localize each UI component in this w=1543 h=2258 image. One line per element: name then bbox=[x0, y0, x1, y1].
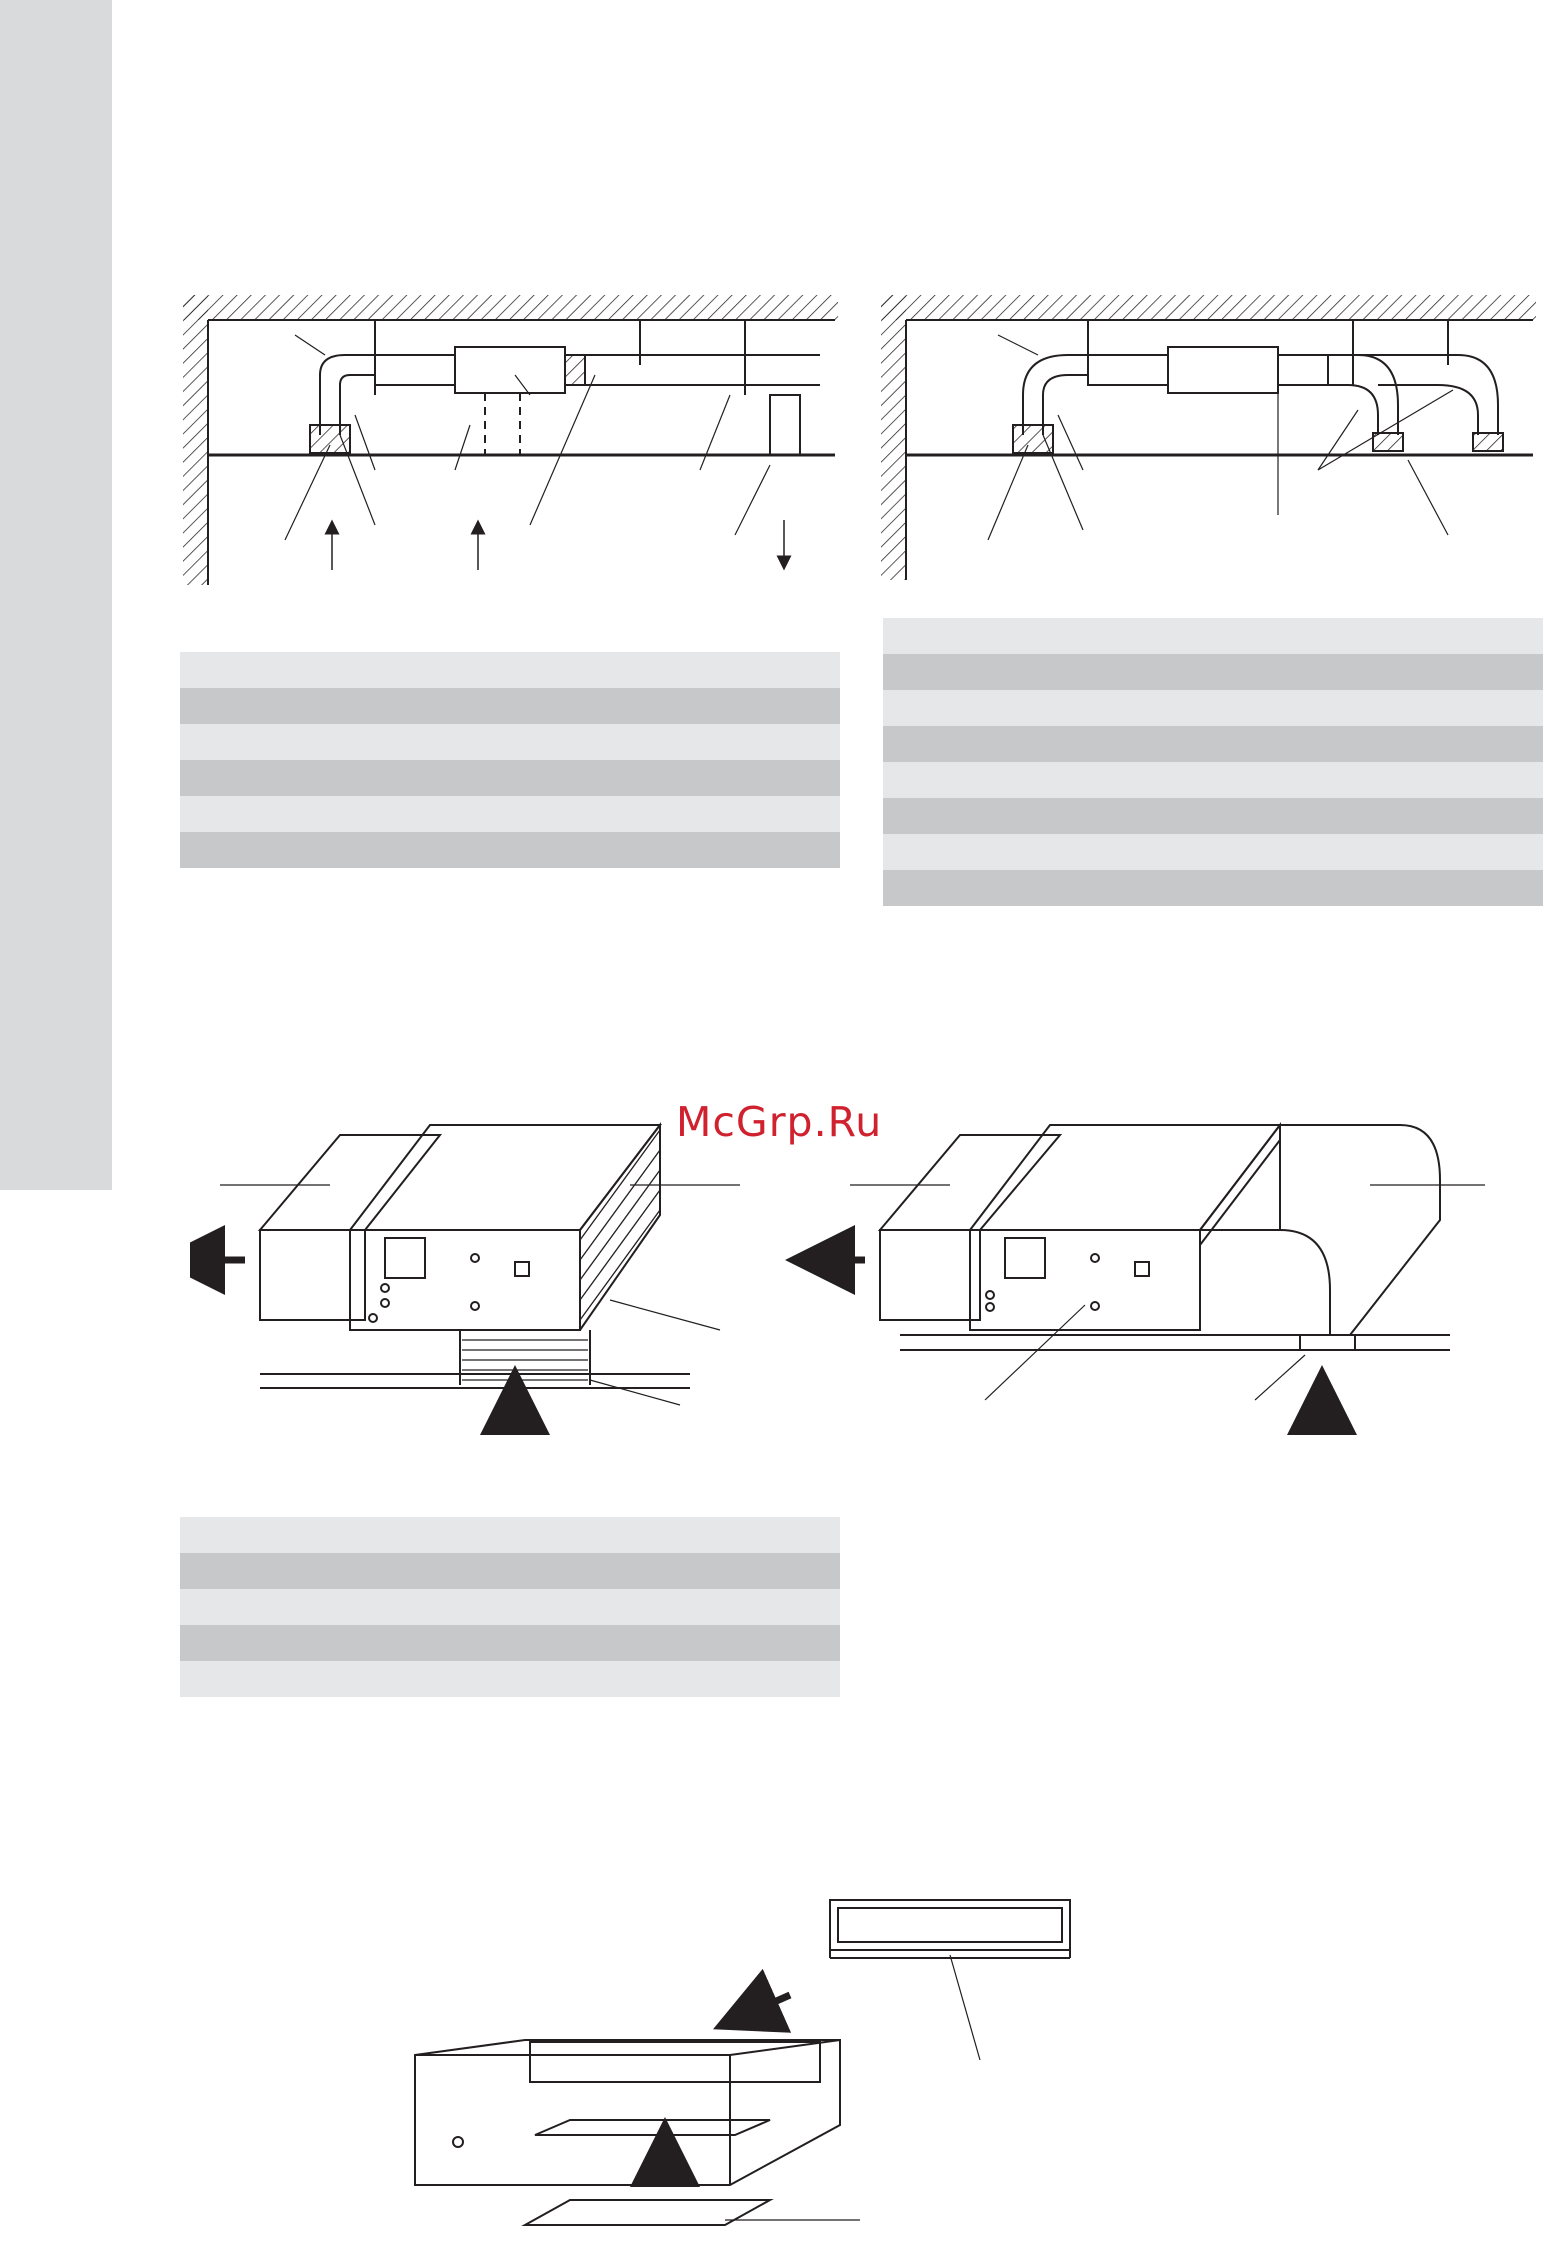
duct-diagram-straight bbox=[180, 295, 840, 595]
side-band bbox=[0, 0, 112, 1190]
table-row bbox=[180, 832, 840, 868]
table-row bbox=[180, 724, 840, 760]
table-row bbox=[883, 726, 1543, 762]
table-row bbox=[883, 870, 1543, 906]
table-row bbox=[180, 1553, 840, 1589]
unit-diagram-bottom-intake bbox=[190, 1110, 740, 1450]
watermark: McGrp.Ru bbox=[676, 1098, 883, 1146]
table-row bbox=[883, 618, 1543, 654]
table-2 bbox=[883, 618, 1543, 906]
table-row bbox=[883, 798, 1543, 834]
table-row bbox=[883, 834, 1543, 870]
table-3 bbox=[180, 1517, 840, 1697]
filter-diagram bbox=[400, 1880, 1100, 2250]
table-row bbox=[883, 690, 1543, 726]
table-row bbox=[180, 1625, 840, 1661]
unit-diagram-rear-intake bbox=[780, 1110, 1500, 1450]
table-row bbox=[180, 1517, 840, 1553]
table-row bbox=[180, 760, 840, 796]
table-row bbox=[180, 652, 840, 688]
table-1 bbox=[180, 652, 840, 868]
table-row bbox=[180, 688, 840, 724]
table-row bbox=[883, 762, 1543, 798]
table-row bbox=[180, 1661, 840, 1697]
table-row bbox=[883, 654, 1543, 690]
table-row bbox=[180, 1589, 840, 1625]
table-row bbox=[180, 796, 840, 832]
duct-diagram-bent bbox=[878, 295, 1538, 585]
